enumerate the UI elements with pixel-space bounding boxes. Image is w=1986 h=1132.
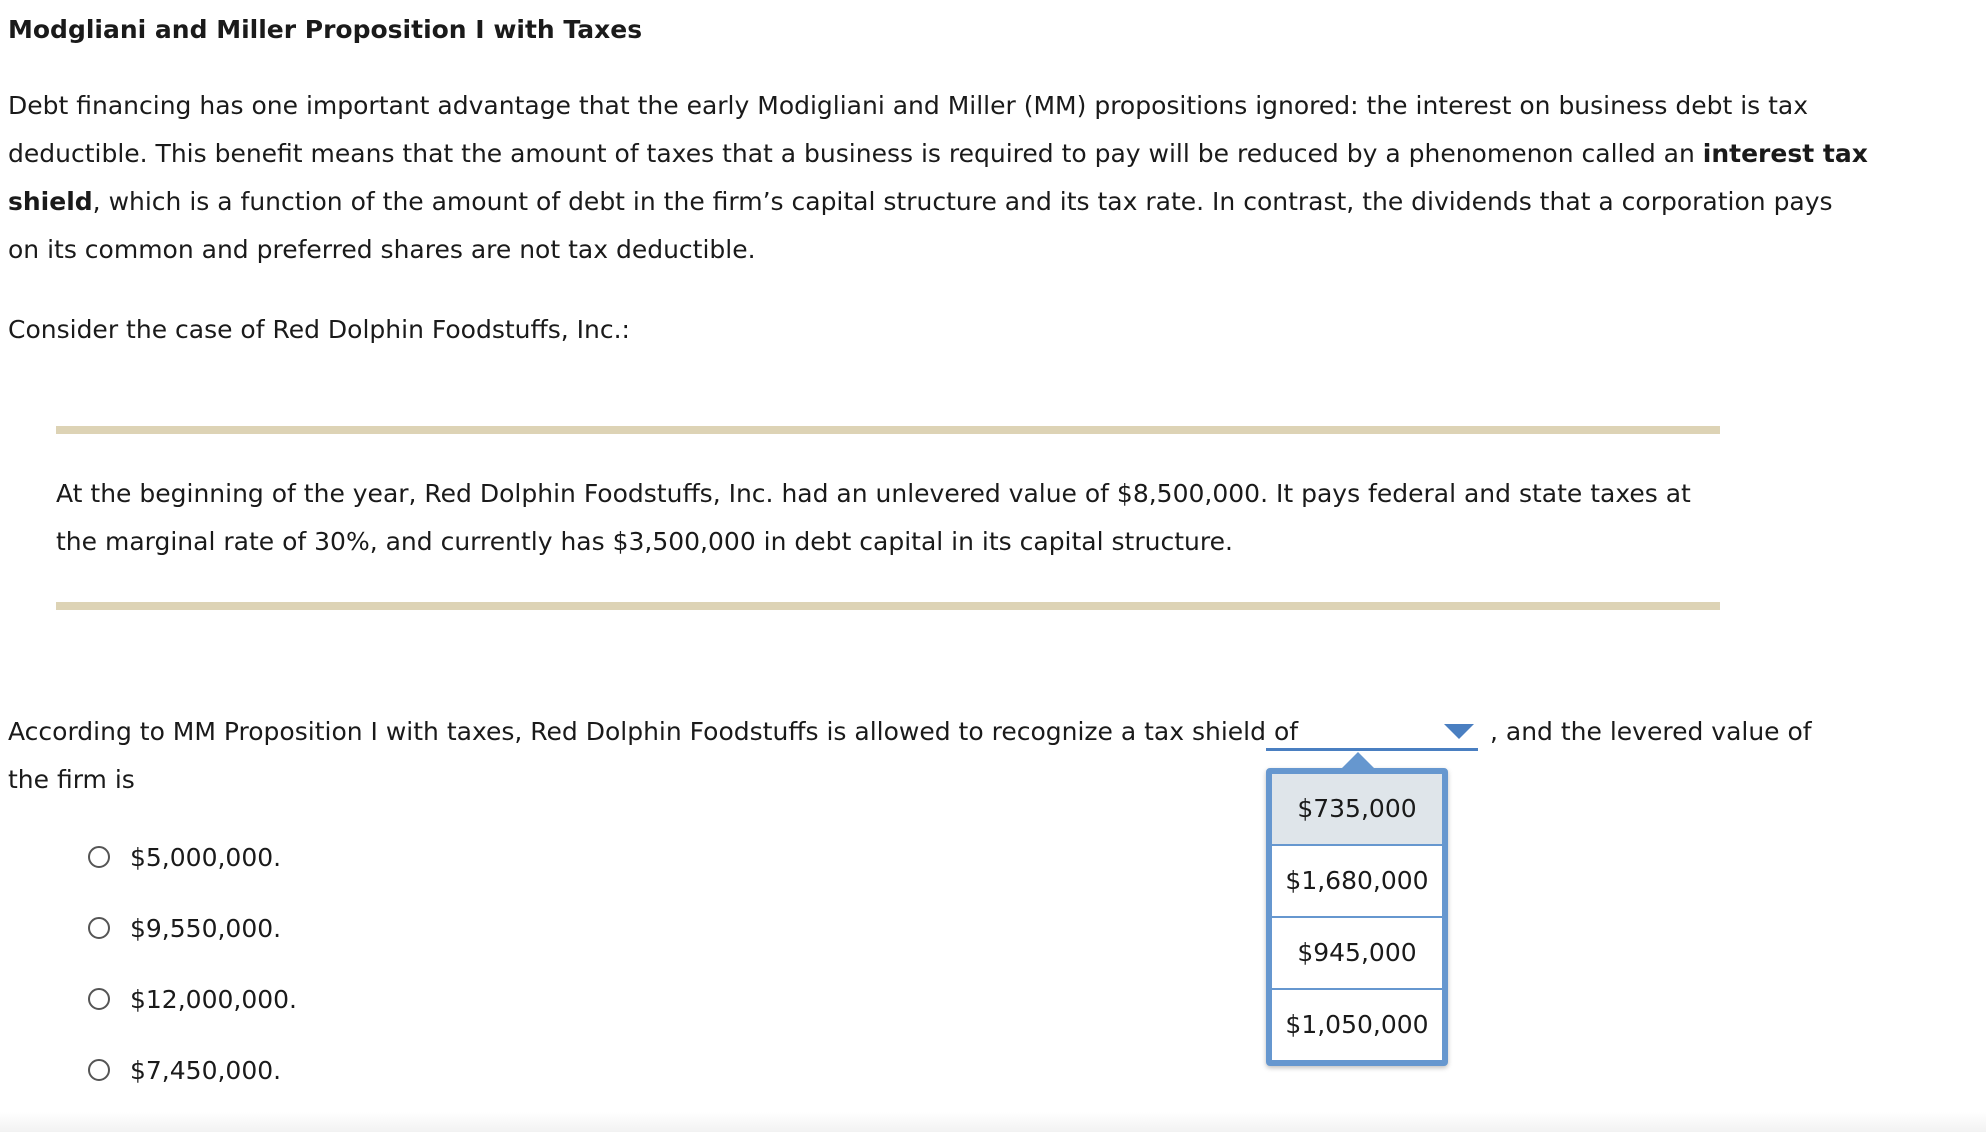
case-text: At the beginning of the year, Red Dolphin Foodstuffs, Inc. had an unlevered value of $8,500,000. It pays federal and state taxes at the marginal rate of 30%, and currently has $3,500,000 in debt capital in its capital structure.	[56, 479, 1691, 556]
dropdown-pointer	[1342, 752, 1374, 768]
dropdown-option[interactable]: $945,000	[1272, 918, 1442, 990]
radio-button[interactable]	[88, 1059, 110, 1081]
radio-button[interactable]	[88, 917, 110, 939]
answer-label: $7,450,000.	[130, 1056, 282, 1085]
intro-text-part1: Debt financing has one important advantage that the early Modigliani and Miller (MM) propositions ignored: the interest on business debt is tax deductible. This benefit means that the amount of taxes that a business is required to pay will be reduced by a phenomenon called an	[8, 91, 1809, 168]
answer-label: $5,000,000.	[130, 843, 282, 872]
intro-text-part2: , which is a function of the amount of debt in the firm’s capital structure and its tax rate. In contrast, the dividends that a corporation pays on its common and preferred shares are not tax deductible.	[8, 187, 1833, 264]
radio-button[interactable]	[88, 988, 110, 1010]
answer-label: $12,000,000.	[130, 985, 297, 1014]
consider-text: Consider the case of Red Dolphin Foodstuffs, Inc.:	[8, 315, 630, 344]
dropdown-option[interactable]: $1,050,000	[1272, 990, 1442, 1060]
intro-paragraph	[8, 82, 1868, 274]
chevron-down-icon	[1444, 724, 1474, 739]
question-text-after-select: , and the levered value of	[1490, 717, 1812, 746]
dropdown-option[interactable]: $1,680,000	[1272, 846, 1442, 918]
question-text-before-select: According to MM Proposition I with taxes, Red Dolphin Foodstuffs is allowed to recognize a tax shield of	[8, 717, 1299, 746]
case-top-divider	[56, 426, 1720, 434]
radio-button[interactable]	[88, 846, 110, 868]
answer-label: $9,550,000.	[130, 914, 282, 943]
page-title: Modgliani and Miller Proposition I with Taxes	[8, 15, 643, 44]
dropdown-option[interactable]: $735,000	[1272, 774, 1442, 846]
intro-bold-term: interest tax shield	[8, 139, 1868, 216]
bottom-shadow	[0, 1112, 1986, 1132]
case-bottom-divider	[56, 602, 1720, 610]
question-text-line2: the firm is	[8, 765, 135, 794]
tax-shield-dropdown-menu	[1266, 768, 1448, 1066]
tax-shield-select[interactable]	[1266, 708, 1478, 751]
